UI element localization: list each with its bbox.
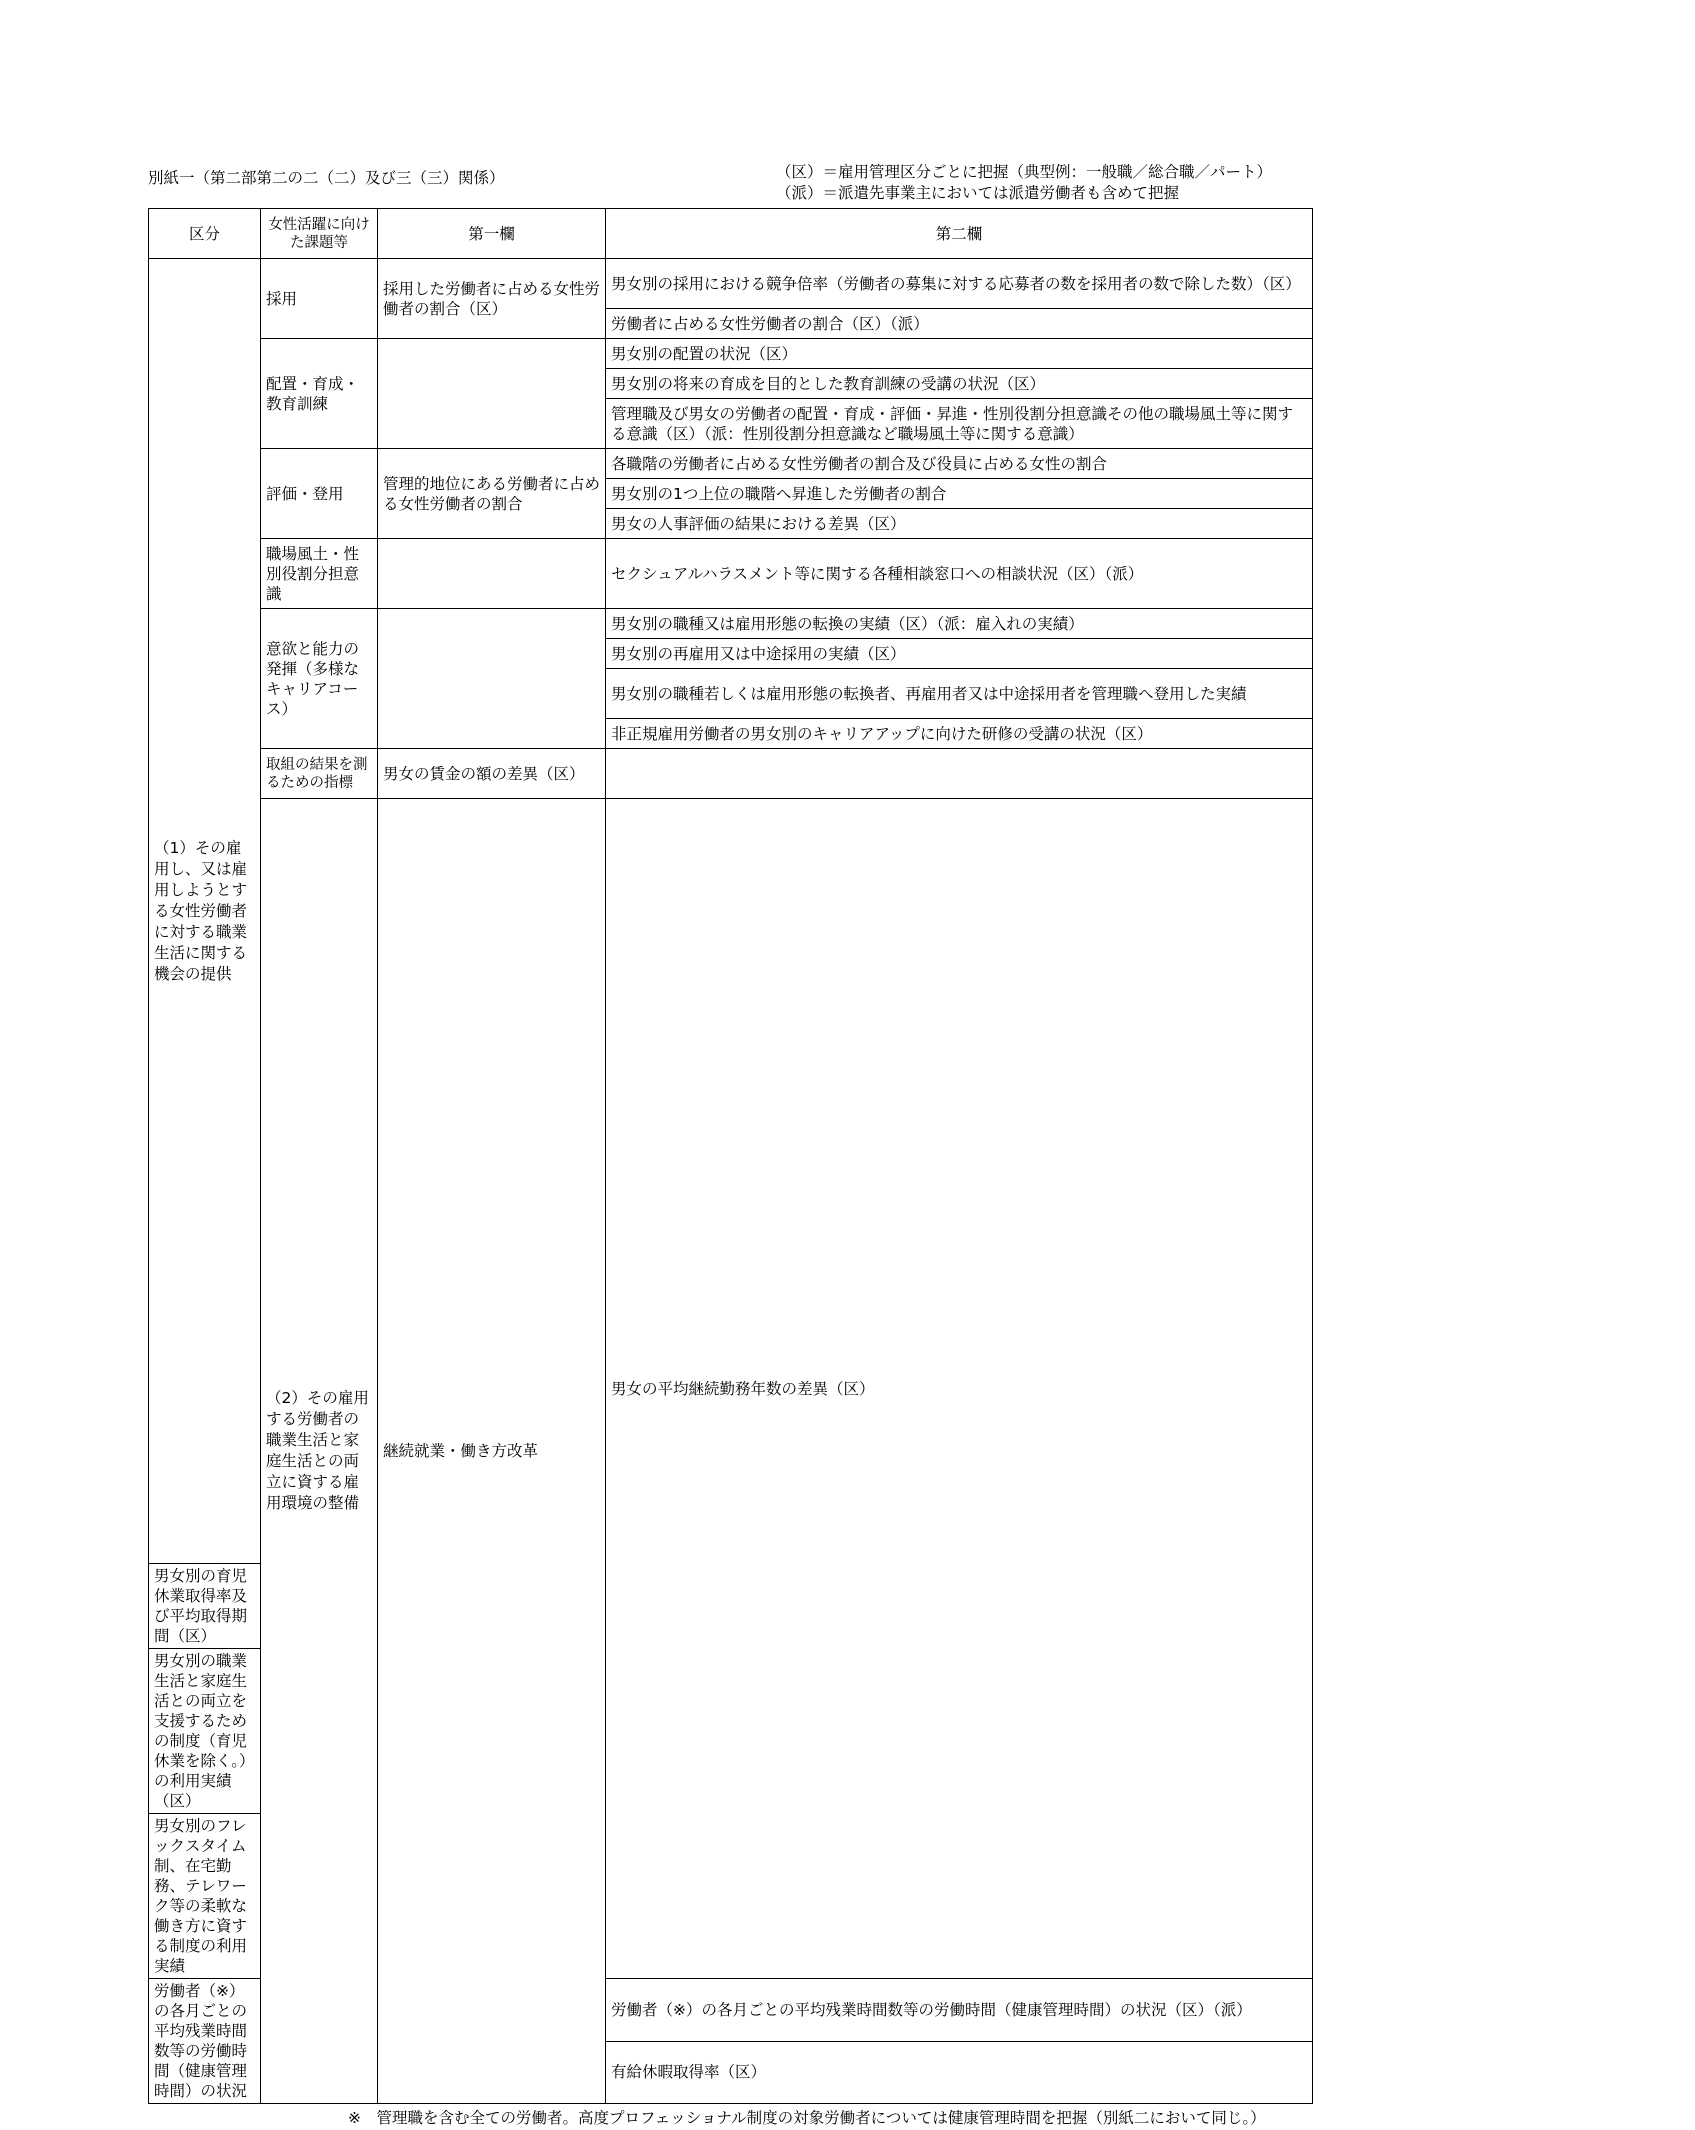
- col2-item: 男女別の配置の状況（区）: [606, 339, 1313, 369]
- table-row: [149, 339, 1313, 369]
- header-dai2: 第二欄: [606, 209, 1313, 259]
- col2-item: 管理職及び男女の労働者の配置・育成・評価・昇進・性別役割分担意識その他の職場風土等に関する意識（区）（派：性別役割分担意識など職場風土等に関する意識）: [606, 399, 1313, 449]
- section-1-label: （1）その雇用し、又は雇用しようとする女性労働者に対する職業生活に関する機会の提供: [149, 259, 261, 1564]
- col1-zangyo: 労働者（※）の各月ごとの平均残業時間数等の労働時間（健康管理時間）の状況: [149, 1979, 261, 2104]
- topic-keizoku: 継続就業・働き方改革: [378, 799, 606, 2104]
- topic-fudo: 職場風土・性別役割分担意識: [261, 539, 378, 609]
- document-header: [148, 162, 1312, 208]
- footnote: ※ 管理職を含む全ての労働者。高度プロフェッショナル制度の対象労働者については健康管理時間を把握（別紙二において同じ。）: [348, 2109, 1266, 2127]
- header-kadai: 女性活躍に向けた課題等: [261, 209, 378, 259]
- col1-chingin: 男女の賃金の額の差異（区）: [378, 749, 606, 799]
- col1-empty: [378, 539, 606, 609]
- footnote-area: [148, 2106, 1312, 2130]
- topic-torikumi: 取組の結果を測るための指標: [261, 749, 378, 799]
- col1-kinzoku: 男女の平均継続勤務年数の差異（区）: [606, 799, 1313, 1979]
- document: [148, 162, 1312, 2130]
- header-kubun: 区分: [149, 209, 261, 259]
- col1-saiyo: 採用した労働者に占める女性労働者の割合（区）: [378, 259, 606, 339]
- col2-item: セクシュアルハラスメント等に関する各種相談窓口への相談状況（区）（派）: [606, 539, 1313, 609]
- header-dai1: 第一欄: [378, 209, 606, 259]
- topic-haichi: 配置・育成・教育訓練: [261, 339, 378, 449]
- col1-empty: [378, 339, 606, 449]
- col2-item: 男女別のフレックスタイム制、在宅勤務、テレワーク等の柔軟な働き方に資する制度の利用実績: [149, 1814, 261, 1979]
- document-title: 別紙一（第二部第二の二（二）及び三（三）関係）: [148, 169, 505, 187]
- table-row: [149, 749, 1313, 799]
- col2-item: 各職階の労働者に占める女性労働者の割合及び役員に占める女性の割合: [606, 449, 1313, 479]
- table-row: [149, 449, 1313, 479]
- table-row: [149, 799, 1313, 1564]
- section-2-label: （2）その雇用する労働者の職業生活と家庭生活との両立に資する雇用環境の整備: [261, 799, 378, 2104]
- topic-iyoku: 意欲と能力の発揮（多様なキャリアコース）: [261, 609, 378, 749]
- legend: [776, 162, 1272, 204]
- indicator-table: [148, 208, 1313, 2104]
- table-row: [149, 609, 1313, 639]
- col2-item: 労働者（※）の各月ごとの平均残業時間数等の労働時間（健康管理時間）の状況（区）（派）: [606, 1979, 1313, 2042]
- col2-empty: [606, 749, 1313, 799]
- col2-item: 男女別の職種又は雇用形態の転換の実績（区）（派：雇入れの実績）: [606, 609, 1313, 639]
- col2-item: 労働者に占める女性労働者の割合（区）（派）: [606, 309, 1313, 339]
- col2-item: 男女別の職業生活と家庭生活との両立を支援するための制度（育児休業を除く。）の利用実績（区）: [149, 1649, 261, 1814]
- topic-hyoka: 評価・登用: [261, 449, 378, 539]
- col2-item: 非正規雇用労働者の男女別のキャリアアップに向けた研修の受講の状況（区）: [606, 719, 1313, 749]
- col1-empty: [378, 609, 606, 749]
- table-row: [149, 259, 1313, 309]
- col2-item: 有給休暇取得率（区）: [606, 2041, 1313, 2104]
- legend-ha: （派）＝派遣先事業主においては派遣労働者も含めて把握: [776, 184, 1180, 202]
- col2-item: 男女別の将来の育成を目的とした教育訓練の受講の状況（区）: [606, 369, 1313, 399]
- table-row: [149, 539, 1313, 609]
- col2-item: 男女別の1つ上位の職階へ昇進した労働者の割合: [606, 479, 1313, 509]
- col2-item: 男女別の育児休業取得率及び平均取得期間（区）: [149, 1564, 261, 1649]
- topic-saiyo: 採用: [261, 259, 378, 339]
- col2-item: 男女の人事評価の結果における差異（区）: [606, 509, 1313, 539]
- col2-item: 男女別の採用における競争倍率（労働者の募集に対する応募者の数を採用者の数で除した数）（区）: [606, 259, 1313, 309]
- col2-item: 男女別の再雇用又は中途採用の実績（区）: [606, 639, 1313, 669]
- table-header-row: [149, 209, 1313, 259]
- col1-kanri: 管理的地位にある労働者に占める女性労働者の割合: [378, 449, 606, 539]
- col2-item: 男女別の職種若しくは雇用形態の転換者、再雇用者又は中途採用者を管理職へ登用した実績: [606, 669, 1313, 719]
- legend-ku: （区）＝雇用管理区分ごとに把握（典型例：一般職／総合職／パート）: [776, 163, 1273, 181]
